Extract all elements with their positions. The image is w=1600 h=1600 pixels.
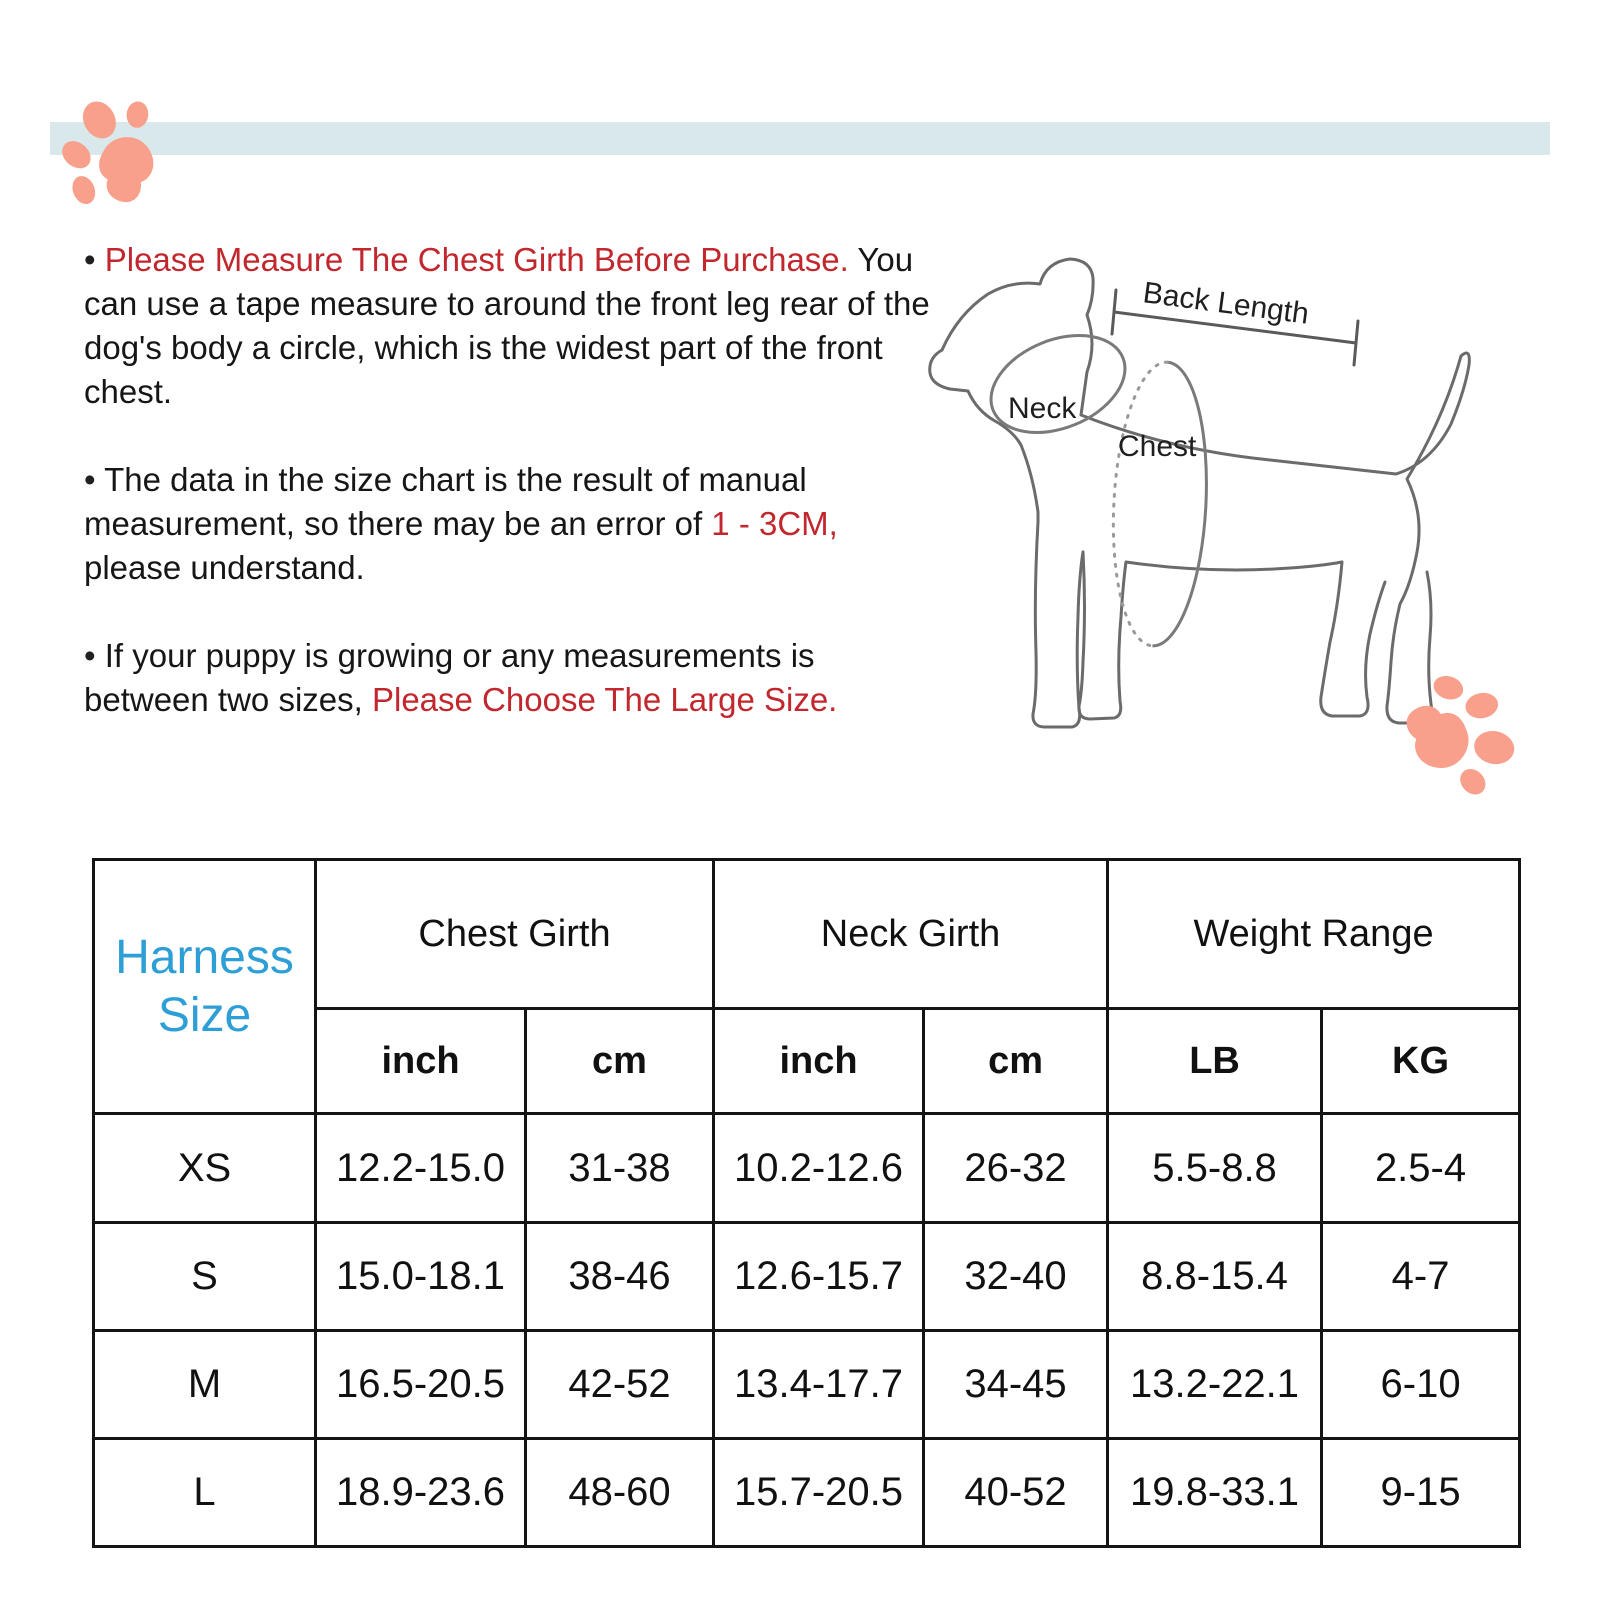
dog-belly [1126,562,1342,570]
dog-front-leg-far [1079,552,1126,719]
dog-muzzle [930,350,1038,522]
bullet: • [84,241,96,278]
header-banner [50,122,1550,155]
note-highlight: 1 - 3CM, [711,505,838,542]
size-label: S [94,1223,316,1331]
neck-label: Neck [1008,392,1077,425]
bullet: • [84,637,96,674]
harness-size-header: Harness Size [94,860,316,1114]
cell-value: 42-52 [526,1331,714,1439]
back-length-tick-left [1112,290,1116,334]
cell-value: 6-10 [1322,1331,1520,1439]
size-label: L [94,1439,316,1547]
cell-value: 15.7-20.5 [714,1439,924,1547]
note-text: The data in the size chart is the result of manual measurement, so there may be an error of [84,461,807,542]
note-highlight: Please Measure The Chest Girth Before Purchase. [104,241,849,278]
unit-header: LB [1108,1009,1322,1114]
note-highlight: Please Choose The Large Size. [371,681,838,718]
notes-section [84,238,944,766]
cell-value: 15.0-18.1 [316,1223,526,1331]
note-measure-chest [84,238,944,414]
table-row-xs [94,1114,1520,1223]
table-group-header-row [94,860,1520,1009]
neck-girth-header: Neck Girth [714,860,1108,1009]
dog-measurement-diagram [890,222,1500,752]
cell-value: 38-46 [526,1223,714,1331]
chest-girth-ring-dashed [1107,360,1168,646]
unit-header: cm [526,1009,714,1114]
note-choose-large [84,634,944,722]
unit-header: KG [1322,1009,1520,1114]
cell-value: 31-38 [526,1114,714,1223]
cell-value: 48-60 [526,1439,714,1547]
cell-value: 12.6-15.7 [714,1223,924,1331]
bullet: • [84,461,96,498]
back-length-tick-right [1354,321,1358,365]
cell-value: 4-7 [1322,1223,1520,1331]
note-text: You can use a tape measure to around the front leg rear of the dog's body a circle, which is the widest part of the front chest. [84,241,930,410]
size-table [92,858,1521,1548]
note-text: please understand. [84,549,365,586]
note-text: If your puppy is growing or any measurements is between two sizes, [84,637,815,718]
cell-value: 10.2-12.6 [714,1114,924,1223]
cell-value: 26-32 [924,1114,1108,1223]
unit-header: inch [714,1009,924,1114]
size-label: XS [94,1114,316,1223]
chest-girth-ring [1152,362,1213,648]
table-row-l [94,1439,1520,1547]
table-row-s [94,1223,1520,1331]
cell-value: 19.8-33.1 [1108,1439,1322,1547]
table-row-m [94,1331,1520,1439]
note-measurement-error [84,458,944,590]
unit-header: inch [316,1009,526,1114]
cell-value: 18.9-23.6 [316,1439,526,1547]
dog-hind-leg [1321,562,1385,716]
cell-value: 34-45 [924,1331,1108,1439]
unit-header: cm [924,1009,1108,1114]
cell-value: 40-52 [924,1439,1108,1547]
cell-value: 13.2-22.1 [1108,1331,1322,1439]
cell-value: 2.5-4 [1322,1114,1520,1223]
cell-value: 13.4-17.7 [714,1331,924,1439]
weight-range-header: Weight Range [1108,860,1520,1009]
cell-value: 5.5-8.8 [1108,1114,1322,1223]
dog-front-leg [1033,522,1083,727]
chest-label: Chest [1118,430,1197,463]
size-label: M [94,1331,316,1439]
cell-value: 12.2-15.0 [316,1114,526,1223]
chest-girth-header: Chest Girth [316,860,714,1009]
paw-print-icon [50,88,188,224]
cell-value: 8.8-15.4 [1108,1223,1322,1331]
neck-girth-ring [977,317,1140,451]
cell-value: 9-15 [1322,1439,1520,1547]
cell-value: 16.5-20.5 [316,1331,526,1439]
cell-value: 32-40 [924,1223,1108,1331]
back-length-label: Back Length [1141,276,1311,331]
